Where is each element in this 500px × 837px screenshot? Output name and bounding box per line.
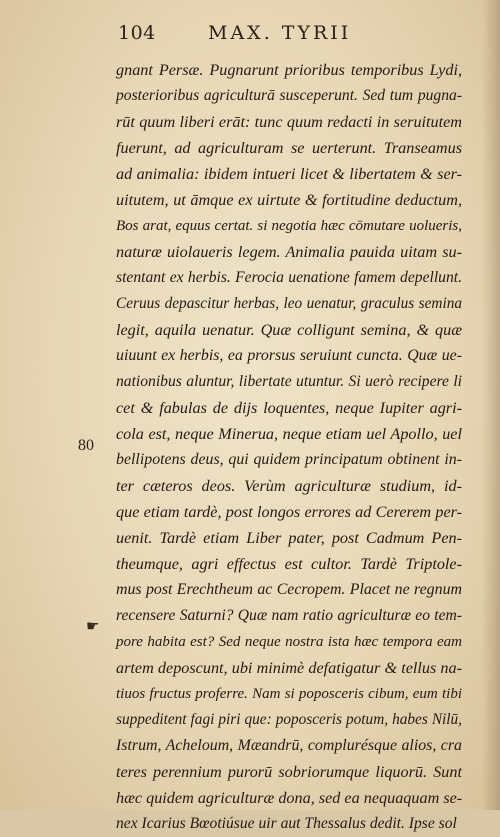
text-line: nex Icarius Bœotiúsue uir aut Thessalus dedit. Ipse sol (116, 815, 457, 832)
text-line: fuerunt, ad agriculturam se uerterunt. Transeamus (116, 139, 462, 157)
text-line: hæc quidem agriculturæ dona, sed ea nequaquam se- (116, 789, 463, 807)
running-head (0, 22, 500, 52)
text-line: theumque, agri effectus est cultor. Tardè Triptole- (116, 555, 462, 573)
body-text (116, 57, 462, 837)
text-line: que etiam tardè, post longos errores ad Cererem per- (116, 503, 462, 521)
text-line: bellipotens deus, qui quidem principatum obtinent in- (116, 451, 462, 468)
text-line: rūt quum liberi erāt: tunc quum redacti in seruitutem (116, 113, 462, 131)
text-line: cet & fabulas de dijs loquentes, neque Iupiter agri- (116, 399, 462, 417)
text-line: uitutem, ut āmque ex uirtute & fortitudine deductum, (116, 191, 462, 209)
text-line: tiuos fructus proferre. Nam si poposceris cibum, eum tibi (116, 686, 462, 702)
text-line: Istrum, Acheloum, Mæandrū, complurésque alios, cra (116, 737, 462, 754)
text-line: mus post Erechtheum ac Cecropem. Placet ne regnum (116, 581, 462, 598)
text-line: gnant Persæ. Pugnarunt prioribus temporibus Lydi, (116, 61, 462, 79)
text-line: suppeditent fagi piri que: poposceris potum, habes Nilū, (116, 711, 462, 728)
text-line: artem deposcunt, ubi minimè defatigatur & tellus na- (116, 659, 462, 677)
text-line: stentant ex herbis. Ferocia uenatione famem depellunt. (116, 269, 462, 286)
text-line: Bos arat, equus certat. si negotia hæc cōmutare uolueris, (116, 218, 462, 234)
text-line: cola est, neque Minerua, neque etiam uel Apollo, uel (116, 425, 462, 443)
running-title: MAX. TYRII (208, 22, 352, 44)
text-line: ter cæteros deos. Verùm agriculturæ studium, id- (116, 477, 462, 495)
manicule-icon: ☛ (86, 617, 100, 635)
text-line: teres perennium purorū sobriorumque liquorū. Sunt (116, 763, 462, 781)
text-line: uenit. Tardè etiam Liber pater, post Cadmum Pen- (116, 529, 462, 547)
text-line: ad animalia: ibidem intueri licet & libertatem & ser- (116, 165, 462, 183)
text-line: nationibus aluntur, libertate utuntur. Si uerò recipere li (116, 373, 462, 390)
text-line: pore habita est? Sed neque nostra ista hæc tempora eam (116, 634, 462, 650)
text-line: legit, aquila uenatur. Quæ colligunt semina, & quæ (116, 321, 462, 339)
margin-note: 80 (78, 437, 94, 454)
text-line: recensere Saturni? Quæ nam ratio agriculturæ eo tem- (116, 607, 462, 624)
text-line: uiuunt ex herbis, ea prorsus seruiunt cuncta. Quæ ue- (116, 347, 462, 364)
text-line: naturæ uiolaueris legem. Animalia pauida uitam su- (116, 243, 462, 261)
text-line: posterioribus agriculturā susceperunt. Sed tum pugna- (116, 87, 462, 104)
page-number: 104 (118, 22, 156, 44)
page-edge-shadow (482, 0, 500, 810)
text-line: Ceruus depascitur herbas, leo uenatur, graculus semina (116, 295, 462, 312)
